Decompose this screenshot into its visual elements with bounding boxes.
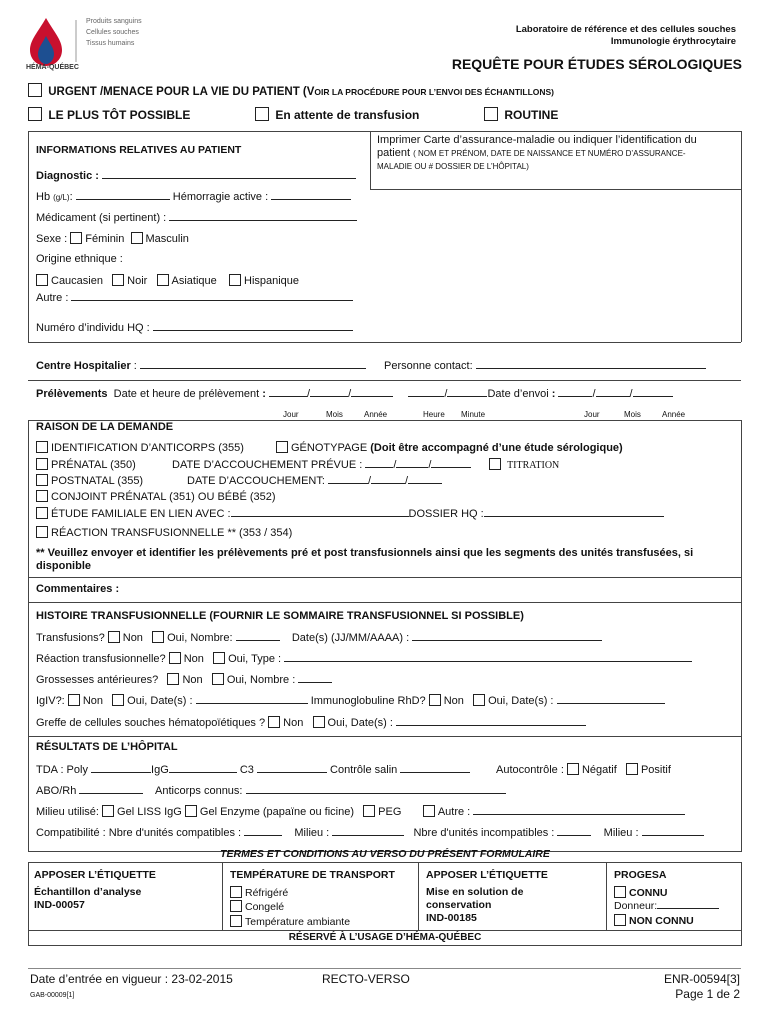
hospital-colon: :: [130, 360, 137, 372]
negative-label: Négatif: [581, 764, 617, 776]
delivery-exp-month[interactable]: [396, 458, 428, 468]
graft-no-checkbox[interactable]: [268, 716, 280, 728]
titration-row: [489, 458, 559, 471]
reaction-label: RÉACTION TRANSFUSIONNELLE ** (353 / 354): [51, 527, 293, 539]
transfusions-no-checkbox[interactable]: [108, 631, 120, 643]
asian-label: Asiatique: [171, 275, 217, 287]
label-hour: Heure: [423, 410, 445, 419]
sex-label: Sexe :: [36, 233, 68, 245]
reserved-note: RÉSERVÉ À L’USAGE D’HÉMA-QUÉBEC: [288, 932, 482, 943]
antibody-label: IDENTIFICATION D’ANTICORPS (355): [51, 442, 244, 454]
delivery-expected-field[interactable]: DATE D’ACCOUCHEMENT PRÉVUE : / /: [172, 458, 471, 471]
hq-number-field[interactable]: [36, 321, 353, 334]
compat-row: [36, 826, 704, 839]
reaction-history-label: Réaction transfusionnelle?: [36, 653, 166, 665]
family-checkbox[interactable]: [36, 507, 48, 519]
female-label: Féminin: [85, 233, 125, 245]
compat-label: Compatibilité : Nbre d'unités compatibles :: [36, 827, 242, 839]
awaiting-checkbox[interactable]: [255, 107, 269, 121]
other-ethnic-field[interactable]: [36, 291, 353, 304]
tda-row: [36, 763, 470, 776]
transfusions-yes-checkbox[interactable]: [152, 631, 164, 643]
postnatal-checkbox[interactable]: [36, 474, 48, 486]
hospital-input[interactable]: [140, 359, 366, 369]
pregnancies-row: [36, 673, 332, 686]
page-number: Page 1 de 2: [675, 987, 740, 1001]
card-instruction: Imprimer Carte d’assurance-maladie ou indiquer l’identification du: [377, 134, 697, 146]
samples-label: Prélèvements: [36, 388, 108, 400]
abo-row: [36, 784, 506, 797]
pregnancies-yes-checkbox[interactable]: [212, 673, 224, 685]
urgent-checkbox[interactable]: [28, 83, 42, 97]
reason-row-spouse: [36, 490, 276, 503]
logo-line-blood: Produits sanguins: [86, 18, 142, 25]
sent-date-label: Date d’envoi: [487, 388, 549, 400]
reaction-type-input[interactable]: [284, 652, 692, 662]
abo-label: ABO/Rh: [36, 785, 77, 797]
liss-checkbox[interactable]: [102, 805, 114, 817]
saline-label: Contrôle salin: [330, 764, 398, 776]
delivery-expected-label: DATE D’ACCOUCHEMENT PRÉVUE :: [172, 459, 363, 471]
hema-quebec-logo: [24, 14, 149, 76]
hospital-field[interactable]: [36, 359, 366, 372]
reason-note: [36, 547, 693, 573]
col4-head: PROGESA: [614, 869, 667, 881]
frozen-label: Congelé: [245, 901, 285, 913]
delivery-exp-day[interactable]: [365, 458, 393, 468]
card-patient: patient: [377, 147, 411, 159]
ethnic-label: Origine ethnique :: [36, 253, 123, 265]
peg-label: PEG: [378, 806, 402, 818]
priority-asap[interactable]: [28, 107, 190, 122]
reason-row-prenatal: [36, 458, 136, 471]
comments-label: Commentaires :: [36, 583, 120, 595]
antibody-checkbox[interactable]: [36, 441, 48, 453]
titration-label: TITRATION: [507, 460, 560, 471]
urgent-label: URGENT /MENACE POUR LA VIE DU PATIENT (V: [48, 86, 315, 98]
samples-field: Prélèvements Date et heure de prélèvement : / / / Date d’envoi : / /: [36, 387, 673, 400]
pregnancies-yes-label: Oui, Nombre :: [226, 674, 296, 686]
positive-checkbox[interactable]: [626, 763, 638, 775]
label-year: Année: [364, 410, 388, 419]
contact-input[interactable]: [476, 359, 706, 369]
ivig-yes-checkbox[interactable]: [112, 694, 124, 706]
refrigerated-label: Réfrigéré: [245, 886, 289, 899]
reason-note-line-2: disponible: [36, 560, 91, 572]
ivig-no-label: Non: [82, 695, 103, 707]
medication-label: Médicament (si pertinent) :: [36, 212, 167, 224]
label-day: Jour: [283, 410, 299, 419]
other-ethnic-label: Autre :: [36, 292, 69, 304]
label-month: Mois: [326, 410, 343, 419]
transfusions-dates-input[interactable]: [412, 631, 602, 641]
logo-line-tissue: Tissus humains: [86, 40, 135, 47]
file-hq-input[interactable]: [484, 507, 664, 517]
ambient-checkbox[interactable]: [230, 915, 242, 927]
ivig-yes-label: Oui, Date(s) :: [127, 695, 193, 707]
transfusions-no-label: Non: [122, 632, 143, 644]
ivig-label: IgIV?:: [36, 695, 65, 707]
logo-brand: HÉMA-QUÉBEC: [26, 64, 79, 71]
urgent-label-note: OIR LA PROCÉDURE POUR L’ENVOI DES ÉCHANTILLONS): [314, 87, 555, 97]
rhd-yes-checkbox[interactable]: [473, 694, 485, 706]
rhd-no-checkbox[interactable]: [429, 694, 441, 706]
prenatal-checkbox[interactable]: [36, 458, 48, 470]
known-ab-label: Anticorps connus:: [155, 785, 243, 797]
other-ethnic-input[interactable]: [71, 291, 353, 301]
logo-line-stem: Cellules souches: [86, 29, 139, 36]
genotyping-label: GÉNOTYPAGE: [291, 442, 368, 454]
col3-line2: conservation: [426, 899, 492, 911]
sent-month-input[interactable]: [596, 387, 630, 397]
rhd-label: Immunoglobuline RhD?: [310, 695, 426, 707]
liss-label: Gel LISS IgG: [117, 806, 182, 818]
terms-note: TERMES ET CONDITIONS AU VERSO DU PRÉSENT FORMULAIRE: [220, 848, 550, 860]
asap-label: LE PLUS TÔT POSSIBLE: [48, 108, 191, 122]
titration-checkbox[interactable]: [489, 458, 501, 470]
lab-department: Immunologie érythrocytaire: [610, 36, 736, 47]
tda-label: TDA : Poly: [36, 764, 88, 776]
enzyme-label: Gel Enzyme (papaïne ou ficine): [199, 806, 354, 818]
abo-input[interactable]: [79, 784, 143, 794]
diagnostic-field[interactable]: [36, 169, 356, 182]
delivery-day[interactable]: [328, 474, 368, 484]
form-number: ENR-00594[3]: [663, 972, 740, 986]
medium-label: Milieu utilisé:: [36, 806, 99, 818]
ethnic-options: [36, 274, 299, 287]
col1-head: APPOSER L’ÉTIQUETTE: [34, 869, 156, 881]
sex-field: [36, 232, 189, 245]
enzyme-checkbox[interactable]: [185, 805, 197, 817]
hb-input[interactable]: [76, 190, 170, 200]
refrigerated-checkbox[interactable]: [230, 886, 242, 898]
pregnancies-no-checkbox[interactable]: [167, 673, 179, 685]
peg-checkbox[interactable]: [363, 805, 375, 817]
genotyping-note: (Doit être accompagné d’une étude sérologique): [370, 442, 623, 454]
transfusions-label: Transfusions?: [36, 632, 105, 644]
reaction-no-label: Non: [183, 653, 204, 665]
sample-datetime-label: Date et heure de prélèvement: [113, 388, 260, 400]
black-checkbox[interactable]: [112, 274, 124, 286]
recto-verso: RECTO-VERSO: [322, 972, 410, 986]
rhd-no-label: Non: [443, 695, 464, 707]
known-label: CONNU: [629, 886, 668, 899]
sample-minute-input[interactable]: [447, 387, 487, 397]
reaction-no-checkbox[interactable]: [169, 652, 181, 664]
sample-datetime-colon: :: [259, 388, 266, 400]
rhd-yes-label: Oui, Date(s) :: [488, 695, 554, 707]
gab-code: GAB-00009[1]: [30, 992, 75, 999]
male-checkbox[interactable]: [131, 232, 143, 244]
rhd-dates-input[interactable]: [557, 694, 665, 704]
hb-label: Hb: [36, 191, 51, 203]
reason-note-line-1: ** Veuillez envoyer et identifier les prélèvements pré et post transfusionnels ainsi que les segments des unités transfusées, si: [36, 547, 694, 559]
known-ab-input[interactable]: [246, 784, 506, 794]
donor-input[interactable]: [657, 900, 719, 909]
sample-hour-input[interactable]: [408, 387, 444, 397]
medium-row: [36, 805, 685, 818]
col2-head: TEMPÉRATURE DE TRANSPORT: [230, 869, 395, 881]
igg-label: IgG: [151, 764, 169, 776]
hospital-label: Centre Hospitalier: [36, 360, 131, 372]
sent-year-input[interactable]: [633, 387, 673, 397]
milieu2-input[interactable]: [642, 826, 704, 836]
awaiting-label: En attente de transfusion: [275, 108, 420, 122]
graft-no-label: Non: [283, 717, 304, 729]
graft-row: [36, 716, 586, 729]
unknown-checkbox[interactable]: [614, 914, 626, 926]
effective-date: Date d’entrée en vigueur : 23-02-2015: [30, 972, 233, 986]
graft-dates-input[interactable]: [396, 716, 586, 726]
graft-yes-checkbox[interactable]: [313, 716, 325, 728]
delivery-date-label: DATE D’ACCOUCHEMENT:: [187, 475, 325, 487]
contact-label: Personne contact:: [384, 360, 473, 372]
other-medium-label: Autre :: [437, 806, 471, 818]
reaction-checkbox[interactable]: [36, 526, 48, 538]
hemorrhage-input[interactable]: [271, 190, 351, 200]
incompat-input[interactable]: [557, 826, 591, 836]
male-label: Masculin: [145, 233, 189, 245]
delivery-month[interactable]: [371, 474, 405, 484]
label-month-2: Mois: [624, 410, 641, 419]
milieu-label: Milieu :: [294, 827, 330, 839]
sample-year-input[interactable]: [351, 387, 393, 397]
sent-day-input[interactable]: [558, 387, 592, 397]
label-minute: Minute: [461, 410, 486, 419]
routine-checkbox[interactable]: [484, 107, 498, 121]
reason-row-1: [36, 441, 244, 454]
diagnostic-input[interactable]: [102, 169, 356, 179]
transfusions-yes-label: Oui, Nombre:: [167, 632, 233, 644]
auto-label: Autocontrôle :: [496, 764, 564, 776]
black-label: Noir: [127, 275, 148, 287]
ivig-row: [36, 694, 665, 707]
donor-label: Donneur:: [614, 900, 658, 912]
genotyping-row: [276, 441, 623, 454]
spouse-label: CONJOINT PRÉNATAL (351) OU BÉBÉ (352): [51, 491, 276, 503]
hb-field[interactable]: [36, 190, 351, 203]
incompat-label: Nbre d'unités incompatibles :: [413, 827, 555, 839]
known-checkbox[interactable]: [614, 886, 626, 898]
saline-input[interactable]: [400, 763, 470, 773]
negative-checkbox[interactable]: [567, 763, 579, 775]
reason-row-postnatal: [36, 474, 143, 487]
graft-yes-label: Oui, Date(s) :: [327, 717, 393, 729]
priority-awaiting[interactable]: [255, 107, 419, 122]
page-title: REQUÊTE POUR ÉTUDES SÉROLOGIQUES: [451, 56, 742, 72]
pregnancies-no-label: Non: [182, 674, 203, 686]
family-input[interactable]: [231, 507, 409, 517]
reaction-history-row: [36, 652, 692, 665]
spouse-checkbox[interactable]: [36, 490, 48, 502]
priority-urgent[interactable]: [28, 83, 554, 98]
hb-colon: :: [69, 191, 73, 203]
reason-heading: RAISON DE LA DEMANDE: [36, 421, 174, 433]
sample-month-input[interactable]: [310, 387, 348, 397]
unknown-label: NON CONNU: [629, 914, 694, 927]
diagnostic-label: Diagnostic :: [36, 170, 99, 182]
c3-label: C3: [239, 764, 254, 776]
sample-day-input[interactable]: [269, 387, 307, 397]
hq-number-label: Numéro d’individu HQ :: [36, 322, 150, 334]
history-heading: HISTOIRE TRANSFUSIONNELLE (FOURNIR LE SOMMAIRE TRANSFUSIONNEL SI POSSIBLE): [36, 610, 524, 622]
positive-label: Positif: [640, 764, 671, 776]
graft-label: Greffe de cellules souches hématopoïétiques ?: [36, 717, 266, 729]
reaction-yes-checkbox[interactable]: [213, 652, 225, 664]
tda-poly-input[interactable]: [91, 763, 151, 773]
asap-checkbox[interactable]: [28, 107, 42, 121]
milieu2-label: Milieu :: [603, 827, 639, 839]
caucasian-checkbox[interactable]: [36, 274, 48, 286]
card-note-2: MALADIE OU # DOSSIER DE L’HÔPITAL): [377, 162, 529, 171]
prenatal-label: PRÉNATAL (350): [51, 459, 136, 471]
file-hq-label: DOSSIER HQ :: [408, 508, 484, 520]
postnatal-label: POSTNATAL (355): [51, 475, 144, 487]
transfusions-dates-label: Date(s) (JJ/MM/AAAA) :: [291, 632, 410, 644]
contact-field[interactable]: [384, 359, 706, 372]
lab-name: Laboratoire de référence et des cellules souches: [515, 24, 736, 35]
asian-checkbox[interactable]: [157, 274, 169, 286]
col3-head: APPOSER L’ÉTIQUETTE: [426, 869, 548, 881]
hb-unit: (g/L): [53, 193, 70, 202]
ambient-label: Température ambiante: [245, 915, 351, 928]
other-medium-checkbox[interactable]: [423, 805, 435, 817]
caucasian-label: Caucasien: [51, 275, 103, 287]
ivig-no-checkbox[interactable]: [68, 694, 80, 706]
label-day-2: Jour: [584, 410, 600, 419]
frozen-checkbox[interactable]: [230, 900, 242, 912]
hq-number-input[interactable]: [153, 321, 353, 331]
reason-row-family: [36, 507, 664, 520]
other-medium-input[interactable]: [473, 805, 685, 815]
genotyping-checkbox[interactable]: [276, 441, 288, 453]
medication-field[interactable]: [36, 211, 357, 224]
patient-heading: INFORMATIONS RELATIVES AU PATIENT: [36, 144, 242, 156]
card-note-1: ( NOM ET PRÉNOM, DATE DE NAISSANCE ET NUMÉRO D’ASSURANCE-: [413, 149, 686, 158]
ivig-dates-input[interactable]: [196, 694, 308, 704]
col3-line3: IND-00185: [426, 912, 477, 924]
delivery-date-field[interactable]: DATE D’ACCOUCHEMENT: / /: [187, 474, 442, 487]
reason-row-reaction: [36, 526, 292, 539]
results-heading: RÉSULTATS DE L’HÔPITAL: [36, 741, 178, 753]
reaction-yes-label: Oui, Type :: [228, 653, 282, 665]
hemorrhage-label: Hémorragie active :: [172, 191, 269, 203]
igg-input[interactable]: [169, 763, 237, 773]
milieu-input[interactable]: [332, 826, 404, 836]
routine-label: ROUTINE: [504, 108, 559, 122]
col1-line1: Échantillon d’analyse: [34, 886, 142, 898]
delivery-exp-year[interactable]: [431, 458, 471, 468]
label-year-2: Année: [662, 410, 686, 419]
medication-input[interactable]: [169, 211, 357, 221]
hispanic-label: Hispanique: [244, 275, 300, 287]
transfusions-number-input[interactable]: [236, 631, 280, 641]
pregnancies-number-input[interactable]: [298, 673, 332, 683]
hispanic-checkbox[interactable]: [229, 274, 241, 286]
pregnancies-label: Grossesses antérieures?: [36, 674, 159, 686]
auto-row: [496, 763, 671, 776]
col1-line2: IND-00057: [34, 899, 85, 911]
col3-line1: Mise en solution de: [426, 886, 524, 898]
compat-input[interactable]: [244, 826, 282, 836]
delivery-year[interactable]: [408, 474, 442, 484]
female-checkbox[interactable]: [70, 232, 82, 244]
family-label: ÉTUDE FAMILIALE EN LIEN AVEC :: [51, 508, 231, 520]
c3-input[interactable]: [257, 763, 327, 773]
priority-routine[interactable]: [484, 107, 558, 122]
transfusions-row: [36, 631, 602, 644]
